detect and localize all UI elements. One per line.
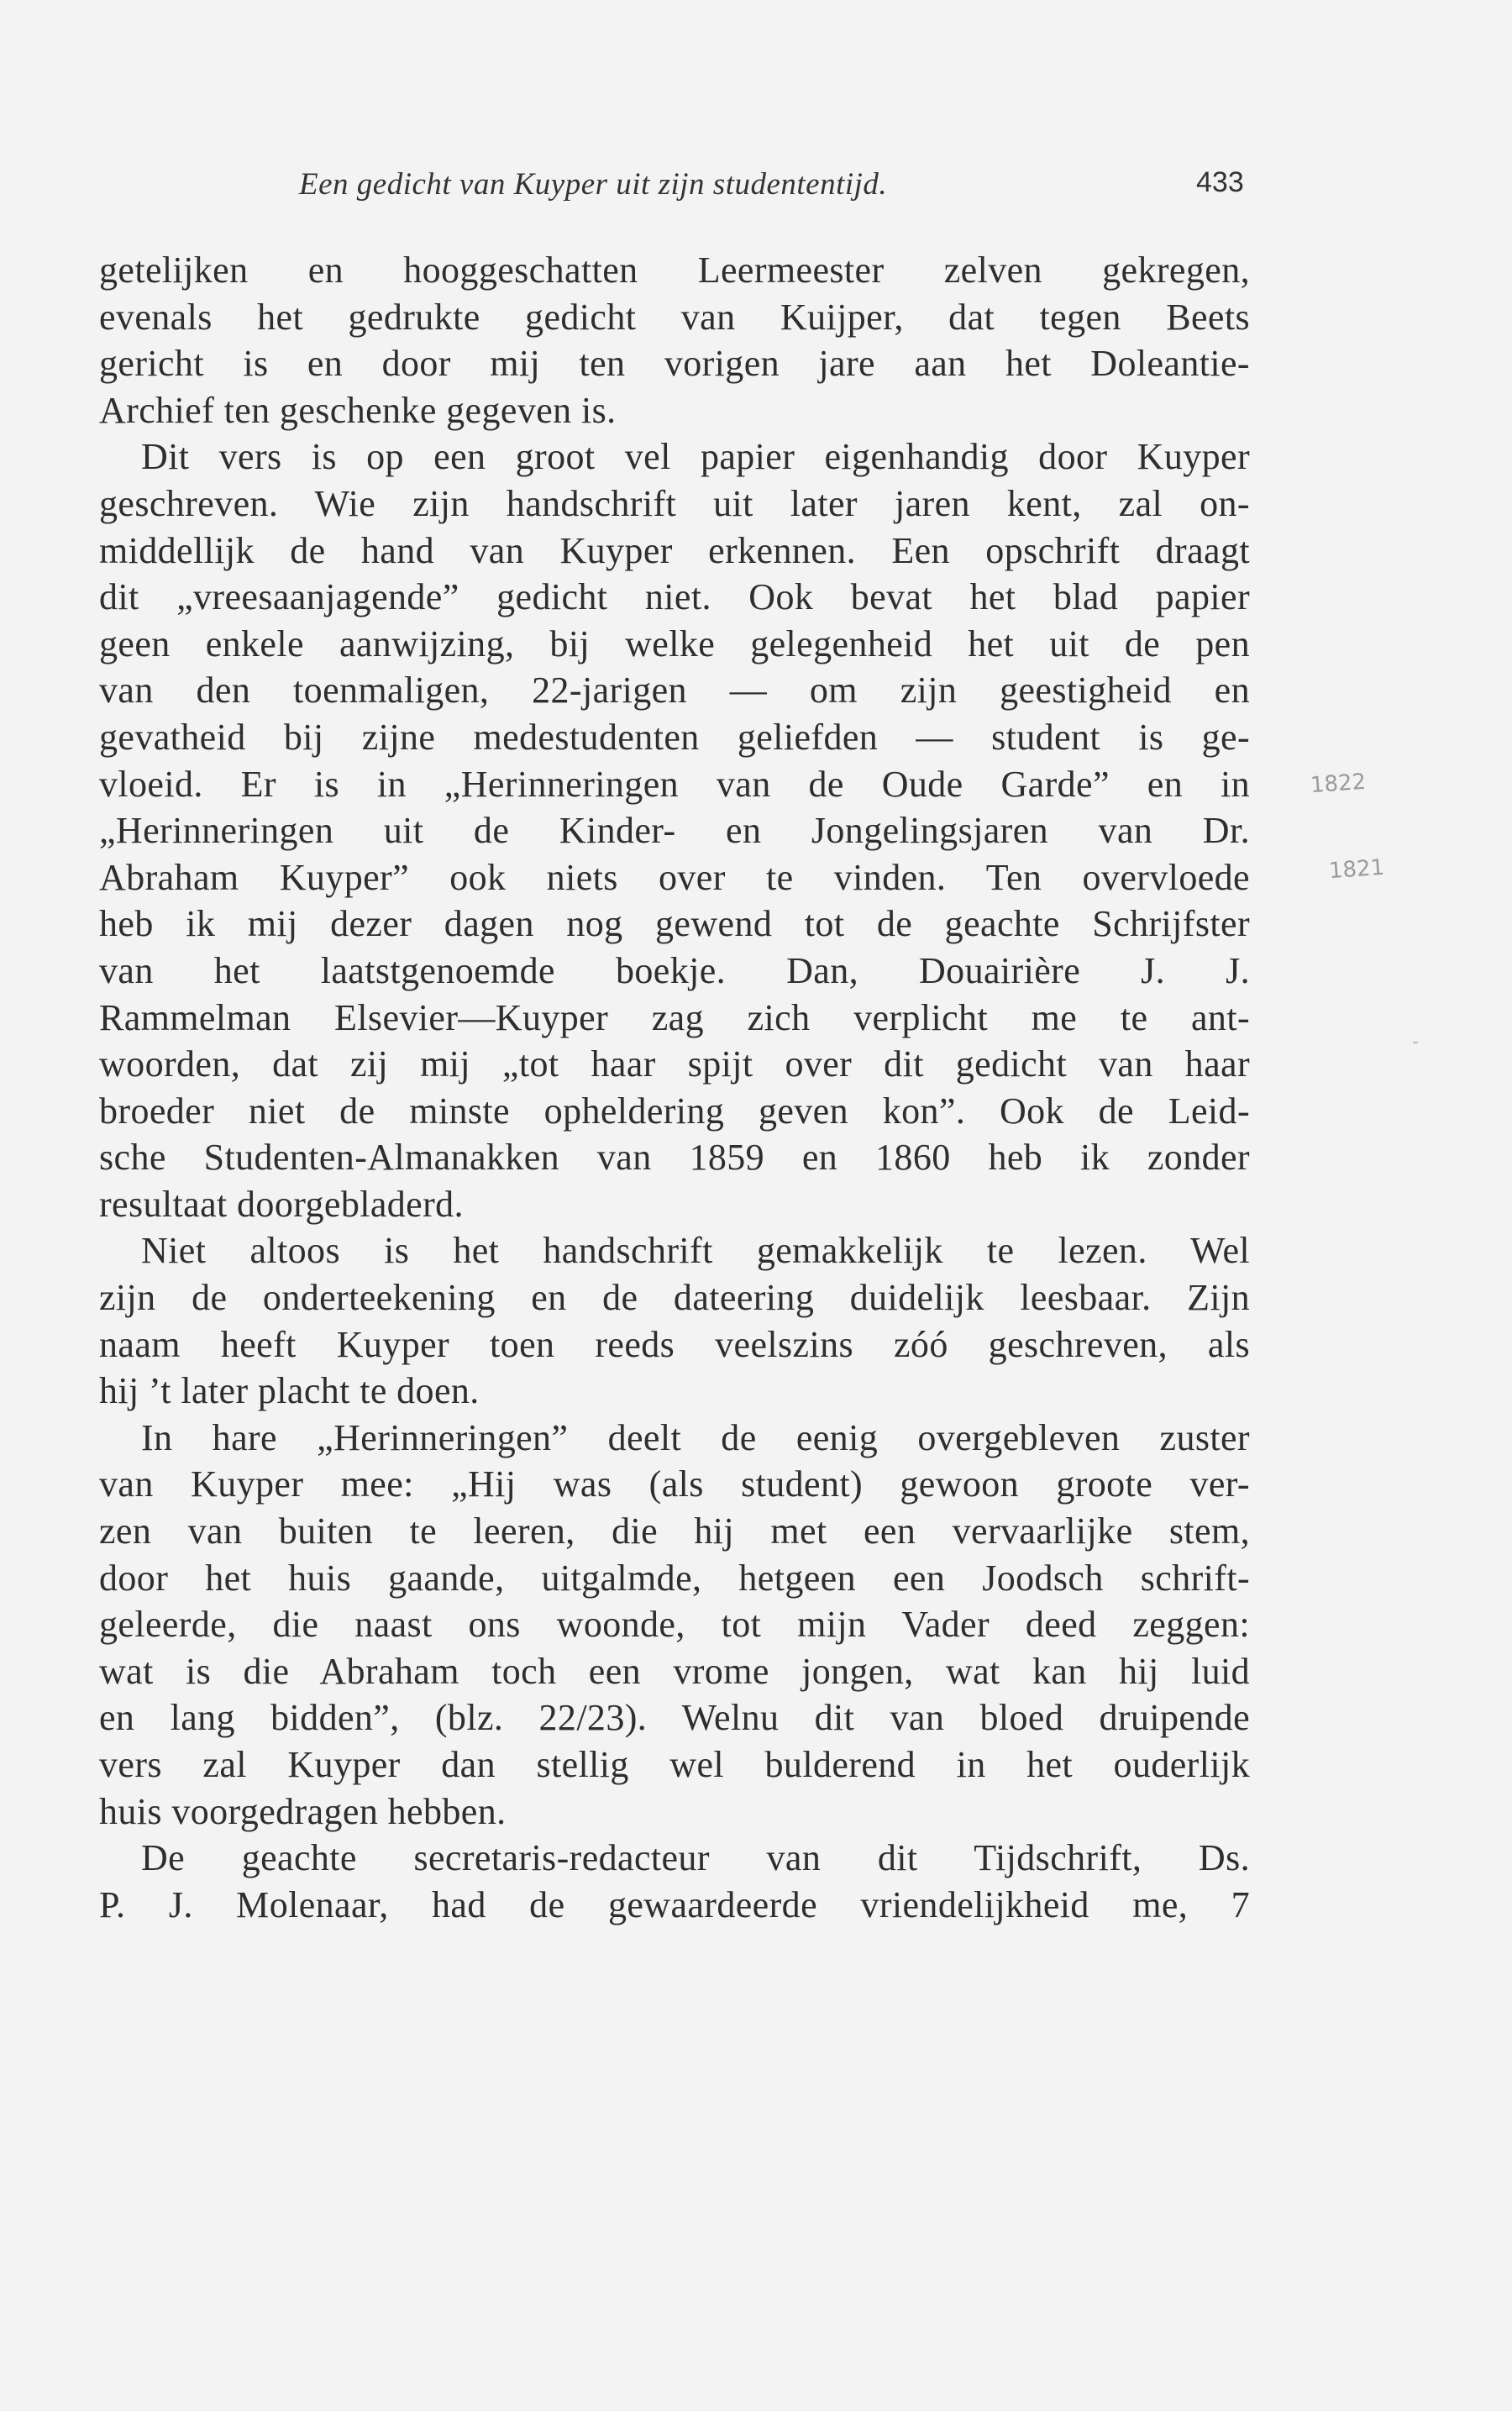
text-line: geschreven. Wie zijn handschrift uit later jaren kent, zal on- [99, 482, 1250, 524]
text-line: vers zal Kuyper dan stellig wel bulderend in het ouderlijk [99, 1744, 1250, 1785]
text-line: evenals het gedrukte gedicht van Kuijper, dat tegen Beets [99, 296, 1250, 338]
text-line: van den toenmaligen, 22-jarigen — om zijn geestigheid en [99, 670, 1250, 712]
text-line: broeder niet de minste opheldering geven kon”. Ook de Leid- [99, 1090, 1250, 1132]
stray-mark [1413, 1042, 1418, 1043]
text-line: huis voorgedragen hebben. [99, 1790, 507, 1832]
text-line: naam heeft Kuyper toen reeds veelszins zóó geschreven, als [99, 1323, 1250, 1365]
text-line: middellijk de hand van Kuyper erkennen. Een opschrift draagt [99, 529, 1250, 571]
margin-note-handwritten: 1822 [1310, 769, 1368, 799]
text-line: vloeid. Er is in „Herinneringen van de Oude Garde” en in [99, 763, 1250, 805]
text-line: In hare „Herinneringen” deelt de eenig overgebleven zuster [141, 1416, 1250, 1458]
page-number: 433 [1196, 166, 1244, 198]
text-line: en lang bidden”, (blz. 22/23). Welnu dit van bloed druipende [99, 1697, 1250, 1739]
text-line: geen enkele aanwijzing, bij welke gelegenheid het uit de pen [99, 622, 1250, 664]
text-line: zijn de onderteekening en de dateering duidelijk leesbaar. Zijn [99, 1277, 1250, 1319]
text-line: geleerde, die naast ons woonde, tot mijn Vader deed zeggen: [99, 1604, 1250, 1646]
text-line: woorden, dat zij mij „tot haar spijt over dit gedicht van haar [99, 1043, 1250, 1085]
text-line: gericht is en door mij ten vorigen jare aan het Doleantie- [99, 343, 1250, 385]
text-line: P. J. Molenaar, had de gewaardeerde vriendelijkheid me, 7 [99, 1883, 1250, 1925]
text-line: wat is die Abraham toch een vrome jongen, wat kan hij luid [99, 1650, 1250, 1692]
text-line: heb ik mij dezer dagen nog gewend tot de geachte Schrijfster [99, 903, 1250, 945]
text-line: gevatheid bij zijne medestudenten geliefden — student is ge- [99, 716, 1250, 758]
text-line: De geachte secretaris-redacteur van dit Tijdschrift, Ds. [141, 1837, 1250, 1879]
text-line: dit „vreesaanjagende” gedicht niet. Ook bevat het blad papier [99, 576, 1250, 618]
margin-note-handwritten: 1821 [1328, 854, 1386, 885]
text-line: Rammelman Elsevier—Kuyper zag zich verplicht me te ant- [99, 996, 1250, 1038]
text-line: „Herinneringen uit de Kinder- en Jongelingsjaren van Dr. [99, 810, 1250, 852]
text-line: Archief ten geschenke gegeven is. [99, 389, 617, 431]
text-line: van het laatstgenoemde boekje. Dan, Douairière J. J. [99, 949, 1250, 991]
text-line: sche Studenten-Almanakken van 1859 en 1860 heb ik zonder [99, 1137, 1250, 1179]
text-line: hij ’t later placht te doen. [99, 1370, 480, 1412]
text-line: door het huis gaande, uitgalmde, hetgeen een Joodsch schrift- [99, 1557, 1250, 1599]
text-line: getelijken en hooggeschatten Leermeester zelven gekregen, [99, 250, 1250, 291]
text-line: resultaat doorgebladerd. [99, 1183, 464, 1225]
text-line: Niet altoos is het handschrift gemakkelijk te lezen. Wel [141, 1230, 1250, 1272]
running-title: Een gedicht van Kuyper uit zijn studententijd. [299, 167, 888, 202]
text-line: Abraham Kuyper” ook niets over te vinden. Ten overvloede [99, 856, 1250, 898]
text-line: van Kuyper mee: „Hij was (als student) gewoon groote ver- [99, 1463, 1250, 1505]
text-line: zen van buiten te leeren, die hij met een vervaarlijke stem, [99, 1510, 1250, 1552]
text-line: Dit vers is op een groot vel papier eigenhandig door Kuyper [141, 436, 1250, 478]
body-text [99, 247, 1250, 1928]
